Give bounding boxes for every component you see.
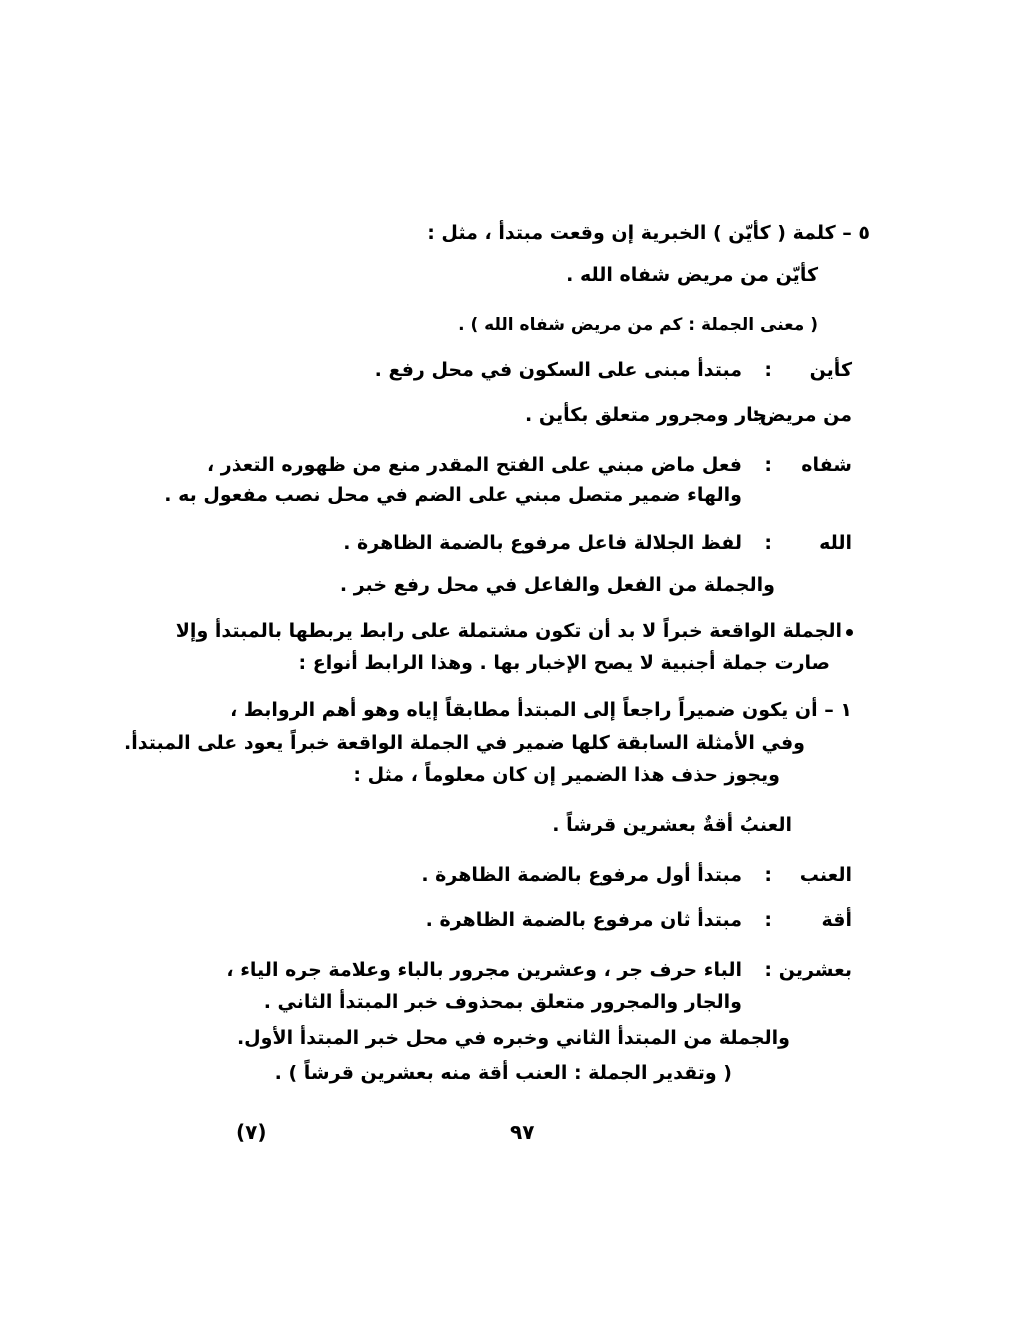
bullet-icon	[846, 629, 853, 636]
parse-term: الله	[819, 532, 852, 554]
parse-colon: :	[764, 532, 772, 554]
page-number: ٩٧	[510, 1120, 535, 1144]
item5-note: والجملة من الفعل والفاعل في محل رفع خبر .	[339, 574, 775, 596]
parse-def: مبتدأ ثان مرفوع بالضمة الظاهرة .	[425, 909, 742, 931]
parse-def-continued: والهاء ضمير متصل مبني على الضم في محل نصب مفعول به .	[164, 484, 742, 506]
parse-row-kaayyin	[202, 357, 852, 385]
type1-line-2: وفي الأمثلة السابقة كلها ضمير في الجملة الواقعة خبراً يعود على المبتدأ.	[124, 732, 805, 754]
parse-colon: :	[764, 454, 772, 476]
rule-line-2: صارت جملة أجنبية لا يصح الإخبار بها . وهذا الرابط أنواع :	[298, 652, 830, 674]
item5-meaning: ( معنى الجملة : كم من مريض شفاه الله ) .	[458, 315, 818, 335]
type1-line-1: ١ – أن يكون ضميراً راجعاً إلى المبتدأ مطابقاً إياه وهو أهم الروابط ،	[230, 699, 852, 721]
parse-def-continued: والجار والمجرور متعلق بمحذوف خبر المبتدأ الثاني .	[263, 991, 742, 1013]
parse-colon: :	[764, 959, 772, 981]
parse-def: الباء حرف جر ، وعشرين مجرور بالباء وعلامة جره الياء ،	[226, 959, 742, 981]
rule-line-1: الجملة الواقعة خبراً لا بد أن تكون مشتملة على رابط يربطها بالمبتدأ وإلا	[175, 620, 842, 642]
item5-heading: ٥ – كلمة ( كأيّن ) الخبرية إن وقعت مبتدأ ، مثل :	[427, 222, 870, 244]
parse-term: العنب	[799, 864, 852, 886]
type1-line-3: ويجوز حذف هذا الضمير إن كان معلوماً ، مثل :	[353, 764, 780, 786]
parse-row-shafahu	[164, 452, 852, 512]
parse-colon: :	[764, 909, 772, 931]
parse-def: مبتدأ مبنى على السكون في محل رفع .	[374, 359, 742, 381]
parse-row-bi-ishrin	[172, 957, 852, 1017]
parse-row-min-marid	[202, 402, 852, 430]
signature-mark: (٧)	[236, 1120, 267, 1144]
parse-def: فعل ماض مبني على الفتح المقدر منع من ظهوره التعذر ،	[206, 454, 742, 476]
type1-note-2: ( وتقدير الجملة : العنب أقة منه بعشرين قرشاً ) .	[274, 1062, 732, 1084]
type1-example: العنبُ أقةٌ بعشرين قرشاً .	[552, 814, 792, 836]
parse-colon: :	[764, 359, 772, 381]
parse-term: أقة	[821, 909, 852, 931]
item5-example: كأيّن من مريض شفاه الله .	[566, 264, 818, 286]
parse-def: جار ومجرور متعلق بكأين .	[525, 404, 767, 426]
parse-colon: :	[764, 864, 772, 886]
parse-def: مبتدأ أول مرفوع بالضمة الظاهرة .	[421, 864, 742, 886]
parse-term: كأين	[809, 359, 852, 381]
parse-term: من مريض:	[752, 404, 852, 426]
parse-def: لفظ الجلالة فاعل مرفوع بالضمة الظاهرة .	[343, 532, 742, 554]
type1-note-1: والجملة من المبتدأ الثاني وخبره في محل خبر المبتدأ الأول.	[236, 1027, 790, 1049]
parse-term: شفاه	[801, 454, 852, 476]
parse-term: بعشرين	[778, 959, 852, 981]
parse-row-inab	[202, 862, 852, 890]
parse-row-uqqa	[202, 907, 852, 935]
parse-row-allah	[202, 530, 852, 558]
